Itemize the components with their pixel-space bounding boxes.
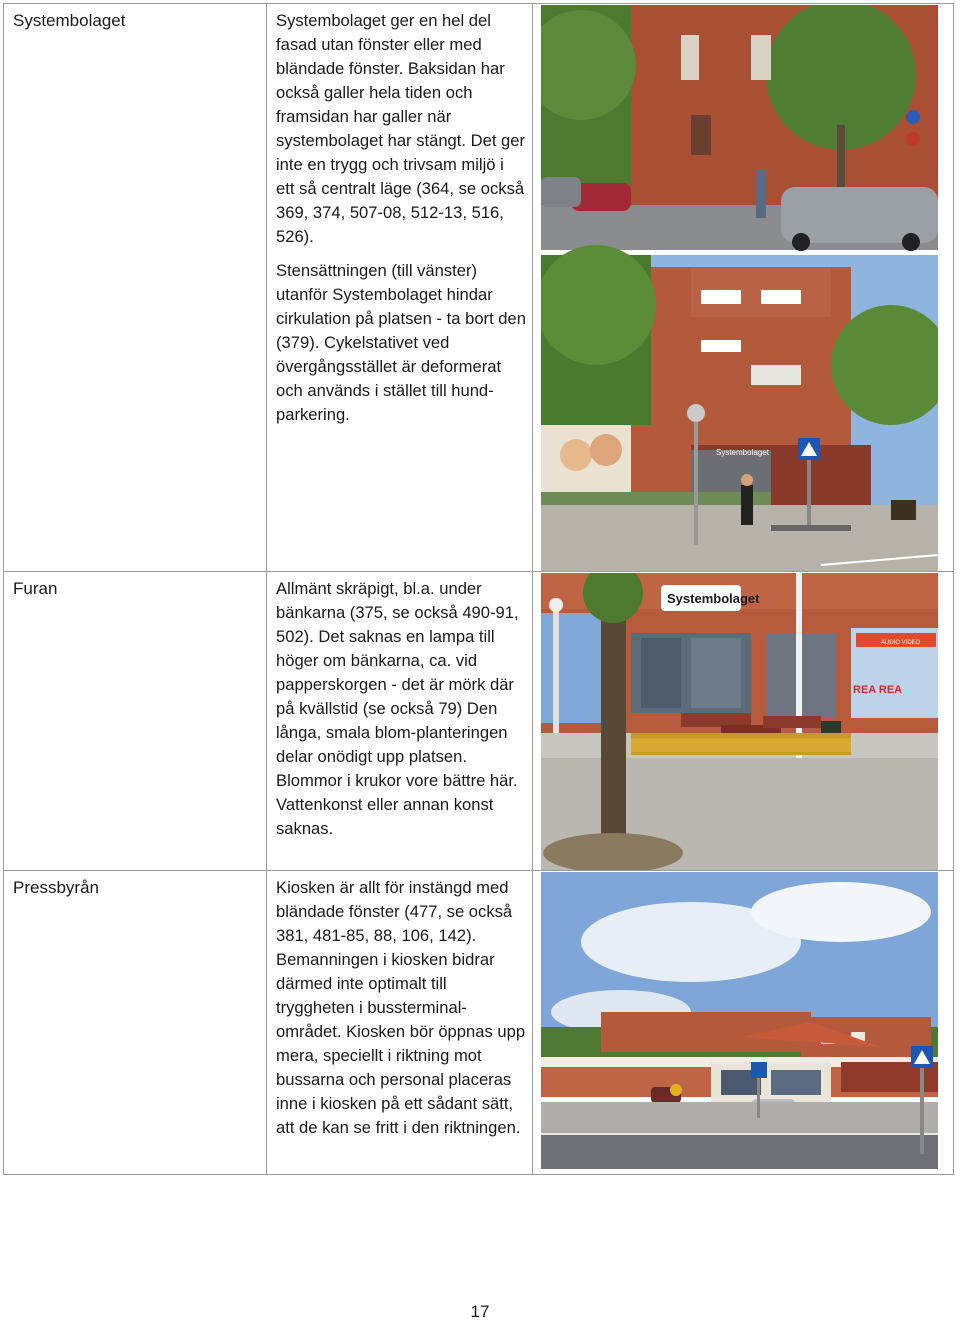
furan-photo	[541, 573, 938, 870]
photo-cell	[533, 4, 954, 572]
store-sign: Systembolaget	[716, 448, 769, 457]
location-name: Pressbyrån	[13, 878, 99, 897]
pressbyran-photo	[541, 872, 938, 1169]
systembolaget-photo	[541, 5, 938, 571]
description-cell	[267, 572, 533, 871]
sale-sign: REA REA	[853, 684, 903, 696]
description-cell	[267, 871, 533, 1175]
document-table	[3, 3, 954, 1175]
location-cell	[4, 4, 267, 572]
location-cell	[4, 871, 267, 1175]
store-sign: Systembolaget	[667, 591, 760, 606]
table-row	[4, 4, 954, 572]
page-number: 17	[470, 1302, 490, 1321]
description-paragraph: Allmänt skräpigt, bl.a. under bänkarna (375, se också 490-91, 502). Det saknas en lampa till höger om bänkarna, ca. vid papperskorgen - det är mörk där på kvällstid (se också 79) Den långa, smala blom-planteringen delar onödigt upp platsen. Blommor i krukor vore bättre här. Vattenkonst eller annan konst saknas.	[276, 579, 519, 838]
location-cell	[4, 572, 267, 871]
location-name: Systembolaget	[13, 11, 126, 30]
photo-cell	[533, 572, 954, 871]
location-name: Furan	[13, 579, 58, 598]
description-paragraph: Kiosken är allt för instängd med bländade fönster (477, se också 381, 481-85, 88, 106, 142). Bemanningen i kiosken bidrar därmed inte optimalt till tryggheten i bussterminal-området. Kiosken bör öppnas upp mera, speciellt i riktning mot bussarna och personal placeras inne i kiosken på ett sådant sätt, att de kan se fritt i den riktningen.	[276, 878, 526, 1137]
table-row	[4, 871, 954, 1175]
shop-sign: AUDIO VIDEO	[881, 640, 921, 646]
table-row	[4, 572, 954, 871]
description-cell	[267, 4, 533, 572]
description-paragraph: Systembolaget ger en hel del fasad utan fönster eller med bländade fönster. Baksidan har också galler hela tiden och framsidan har galler när systembolaget har stängt. Det ger inte en trygg och trivsam miljö i ett så centralt läge (364, se också 369, 374, 507-08, 512-13, 516, 526).	[276, 11, 526, 246]
description-paragraph: Stensättningen (till vänster) utanför Systembolaget hindar cirkulation på platsen - ta bort den (379). Cykelstativet ved övergångsstället är deformerat och används i stället till hund-parkering.	[276, 261, 526, 424]
photo-cell	[533, 871, 954, 1175]
